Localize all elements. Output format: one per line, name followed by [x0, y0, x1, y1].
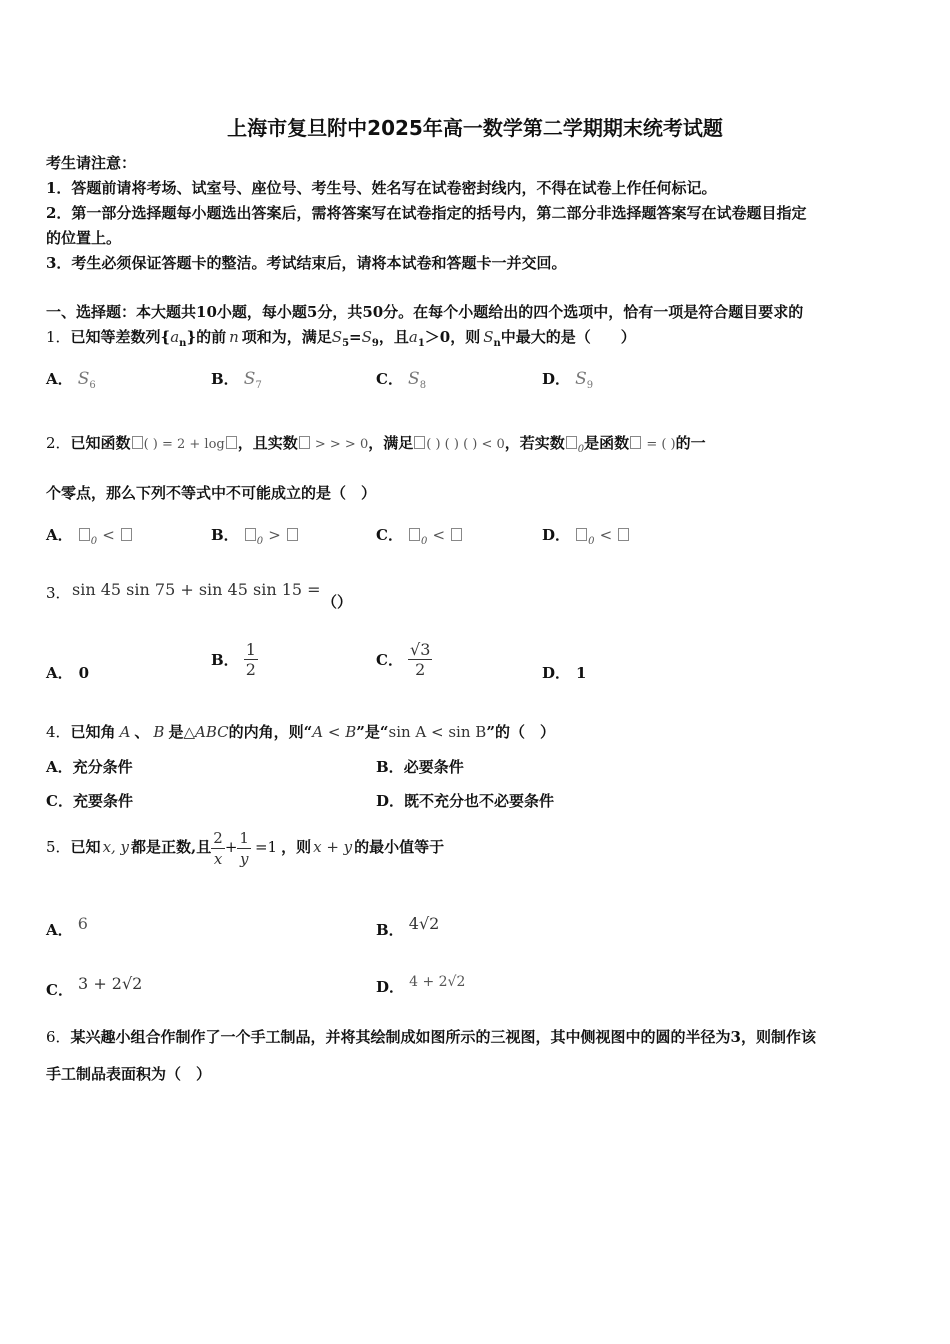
option-text: 既不充分也不必要条件: [404, 792, 555, 810]
placeholder-glyph: [414, 436, 425, 449]
fraction-numerator: 2: [213, 828, 223, 847]
q6-line-2: 手工制品表面积为（ ）: [46, 1065, 212, 1083]
question-number: 6．: [46, 1028, 71, 1046]
placeholder-glyph: [287, 528, 298, 541]
placeholder-glyph: [576, 528, 587, 541]
question-5: [46, 822, 444, 872]
placeholder-glyph: [618, 528, 629, 541]
option-label: C．: [46, 981, 73, 999]
option-label: C．: [376, 370, 403, 388]
q1-s5: S: [331, 328, 343, 346]
q3-option-c[interactable]: [376, 640, 432, 679]
q2-text: 的一: [675, 434, 706, 452]
option-value: 3 + 2√2: [78, 974, 143, 993]
option-relation: <: [102, 526, 115, 544]
q5-option-c[interactable]: [46, 974, 142, 1000]
q2-text: 已知函数: [70, 434, 131, 452]
q5-text: 已知: [70, 838, 101, 856]
option-symbol: S: [243, 369, 256, 389]
q4-text: ”的（ ）: [486, 723, 555, 741]
question-6: [46, 1026, 816, 1047]
q4-text: 的内角，则“: [228, 723, 313, 741]
q4-condition-1: A < B: [312, 723, 357, 741]
placeholder-glyph: [299, 436, 310, 449]
fraction-denominator: 2: [245, 660, 256, 679]
question-1: [46, 326, 636, 349]
plus-sign: +: [224, 838, 238, 856]
option-value: 6: [77, 914, 88, 933]
q2-option-d[interactable]: D． $_0$ <: [542, 524, 630, 547]
fraction-denominator: 2: [415, 660, 426, 679]
fraction: [244, 640, 258, 679]
option-sub: 9: [586, 380, 594, 392]
q4-option-d[interactable]: [376, 790, 554, 811]
q2-formula-3: ( ) ( ) ( ) < 0: [426, 437, 505, 452]
q1-text: 项和为，满足: [241, 328, 332, 346]
q4-condition-2: sin A < sin B: [388, 723, 487, 741]
question-number: 3．: [46, 584, 71, 602]
q1-sn-sub: n: [493, 338, 501, 349]
q2-text: ，若实数: [504, 434, 565, 452]
q1-option-d[interactable]: [542, 368, 593, 391]
option-text: 充分条件: [72, 758, 133, 776]
notice-item-2: 2．第一部分选择题每小题选出答案后，需将答案写在试卷指定的括号内，第二部分非选择题答案写在试卷题目指定: [46, 204, 807, 222]
q1-text: ＞0，则: [424, 328, 481, 346]
q3-paren: （）: [322, 593, 353, 611]
option-value: 0: [78, 664, 90, 682]
option-label: D．: [542, 526, 571, 544]
option-relation: >: [268, 526, 281, 544]
q1-eq: =: [349, 328, 362, 346]
q1-a1: a: [408, 328, 418, 346]
option-label: C．: [376, 651, 403, 669]
placeholder-glyph: [226, 436, 237, 449]
section-heading: 一、选择题：本大题共10小题，每小题5分，共50分。在每个小题给出的四个选项中，恰有一项是符合题目要求的: [46, 303, 804, 321]
option-symbol: S: [575, 369, 587, 389]
fraction-numerator: 1: [245, 640, 256, 659]
q6-text: 某兴趣小组合作制作了一个手工制品，并将其绘制成如图所示的三视图，其中侧视图中的圆的半径为3，则制作该: [70, 1028, 816, 1046]
q1-text: ，且: [378, 328, 409, 346]
q3-expression: sin 45 sin 75 + sin 45 sin 15 =: [72, 580, 321, 599]
q2-line-2: 个零点，那么下列不等式中不可能成立的是（ ）: [46, 484, 377, 502]
q1-a1-sub: 1: [417, 338, 425, 349]
placeholder-glyph: [79, 528, 90, 541]
fraction: [211, 828, 225, 869]
q1-option-b[interactable]: [211, 368, 262, 391]
q5-variables: x, y: [102, 838, 130, 856]
option-label: B．: [211, 370, 239, 388]
placeholder-glyph: [566, 436, 577, 449]
q5-option-a[interactable]: [46, 914, 88, 940]
equals-one: =1: [254, 838, 278, 856]
q4-angle-b: B: [153, 723, 165, 741]
option-value: 4 + 2√2: [409, 974, 466, 990]
option-label: B．: [211, 651, 239, 669]
option-value: 4√2: [408, 914, 440, 933]
q5-option-b[interactable]: [376, 914, 439, 940]
option-label: C．: [376, 526, 403, 544]
q1-sn: S: [483, 328, 494, 346]
option-label: B．: [376, 758, 404, 776]
fraction-denominator: x: [213, 849, 223, 868]
q5-option-d[interactable]: [376, 974, 465, 997]
q1-an-sub: n: [179, 338, 187, 349]
q4-text: ”是“: [356, 723, 389, 741]
option-label: A．: [46, 370, 73, 388]
question-3: [46, 582, 71, 603]
option-label: D．: [376, 792, 405, 810]
q4-text: 、: [134, 723, 150, 741]
option-label: A．: [46, 921, 73, 939]
q1-s9: S: [361, 328, 372, 346]
q1-text: }的前: [186, 328, 227, 346]
question-4: [46, 721, 555, 742]
placeholder-glyph: [245, 528, 256, 541]
fraction-denominator: y: [239, 849, 249, 868]
question-number: 4．: [46, 723, 71, 741]
option-label: A．: [46, 664, 73, 682]
q4-option-b[interactable]: [376, 756, 464, 777]
q2-formula-4: = ( ): [642, 437, 676, 452]
option-text: 必要条件: [403, 758, 464, 776]
option-sub: 6: [89, 380, 96, 392]
placeholder-glyph: [409, 528, 420, 541]
q4-triangle: △ABC: [183, 723, 229, 741]
q1-text: 中最大的是（ ）: [500, 328, 636, 346]
option-sub: 8: [419, 380, 427, 392]
option-label: B．: [211, 526, 239, 544]
q1-option-a[interactable]: [46, 368, 96, 391]
option-symbol: S: [77, 369, 90, 389]
q4-text: 已知角: [70, 723, 116, 741]
option-value: 1: [576, 664, 587, 682]
option-symbol: S: [408, 369, 420, 389]
option-text: 充要条件: [72, 792, 133, 810]
option-label: C．: [46, 792, 73, 810]
option-relation: <: [599, 526, 613, 544]
q5-sum: x + y: [313, 838, 353, 856]
option-label: A．: [46, 526, 73, 544]
q2-text: ，且实数: [237, 434, 298, 452]
question-number: 1．: [46, 328, 71, 346]
option-label: D．: [542, 370, 571, 388]
q1-option-c[interactable]: [376, 368, 426, 391]
q4-angle-a: A: [119, 723, 131, 741]
q1-s9-sub: 9: [371, 338, 379, 349]
fraction: [237, 828, 251, 869]
placeholder-glyph: [451, 528, 462, 541]
q5-text: 都是正数,且: [131, 838, 212, 856]
option-relation: <: [432, 526, 446, 544]
question-number: 5．: [46, 838, 71, 856]
q1-an: a: [170, 328, 180, 346]
q3-option-b[interactable]: [211, 640, 258, 679]
q2-formula-1: ( ) = 2 + log: [143, 437, 225, 452]
option-label: B．: [376, 921, 404, 939]
option-sub: 7: [255, 380, 262, 392]
q4-text: 是: [168, 723, 184, 741]
q3-option-d[interactable]: [542, 662, 586, 683]
question-number: 2．: [46, 434, 71, 452]
q5-text: 的最小值等于: [354, 838, 445, 856]
fraction: [408, 640, 432, 679]
q2-option-a[interactable]: A． $_0$ <: [46, 524, 133, 547]
q4-option-a[interactable]: [46, 756, 133, 777]
q2-x0-sub: 0: [577, 444, 585, 455]
q2-option-c[interactable]: C． $_0$ <: [376, 524, 463, 547]
notice-heading: 考生请注意：: [46, 154, 137, 172]
page-title: 上海市复旦附中2025年高一数学第二学期期末统考试题: [227, 116, 723, 140]
notice-item-2-cont: 的位置上。: [46, 229, 122, 247]
q2-formula-2: > > > 0: [310, 437, 369, 452]
q1-s5-sub: 5: [342, 338, 350, 349]
placeholder-glyph: [132, 436, 143, 449]
q1-text: 已知等差数列{: [70, 328, 171, 346]
notice-item-1: 1．答题前请将考场、试室号、座位号、考生号、姓名写在试卷密封线内，不得在试卷上作任何标记。: [46, 179, 717, 197]
fraction-numerator: 1: [239, 828, 249, 847]
q2-text: ，满足: [368, 434, 414, 452]
q5-text: ，则: [281, 838, 312, 856]
option-label: D．: [542, 664, 571, 682]
option-label: A．: [46, 758, 73, 776]
q2-text: 是函数: [584, 434, 630, 452]
q1-n: n: [229, 328, 239, 346]
notice-item-3: 3．考生必须保证答题卡的整洁。考试结束后，请将本试卷和答题卡一并交回。: [46, 254, 567, 272]
question-2: [46, 432, 706, 455]
q3-option-a[interactable]: [46, 662, 89, 683]
q2-option-b[interactable]: B． $_0$ >: [211, 524, 299, 547]
placeholder-glyph: [121, 528, 132, 541]
placeholder-glyph: [630, 436, 641, 449]
q4-option-c[interactable]: [46, 790, 133, 811]
fraction-numerator: √3: [410, 640, 431, 659]
option-label: D．: [376, 978, 405, 996]
